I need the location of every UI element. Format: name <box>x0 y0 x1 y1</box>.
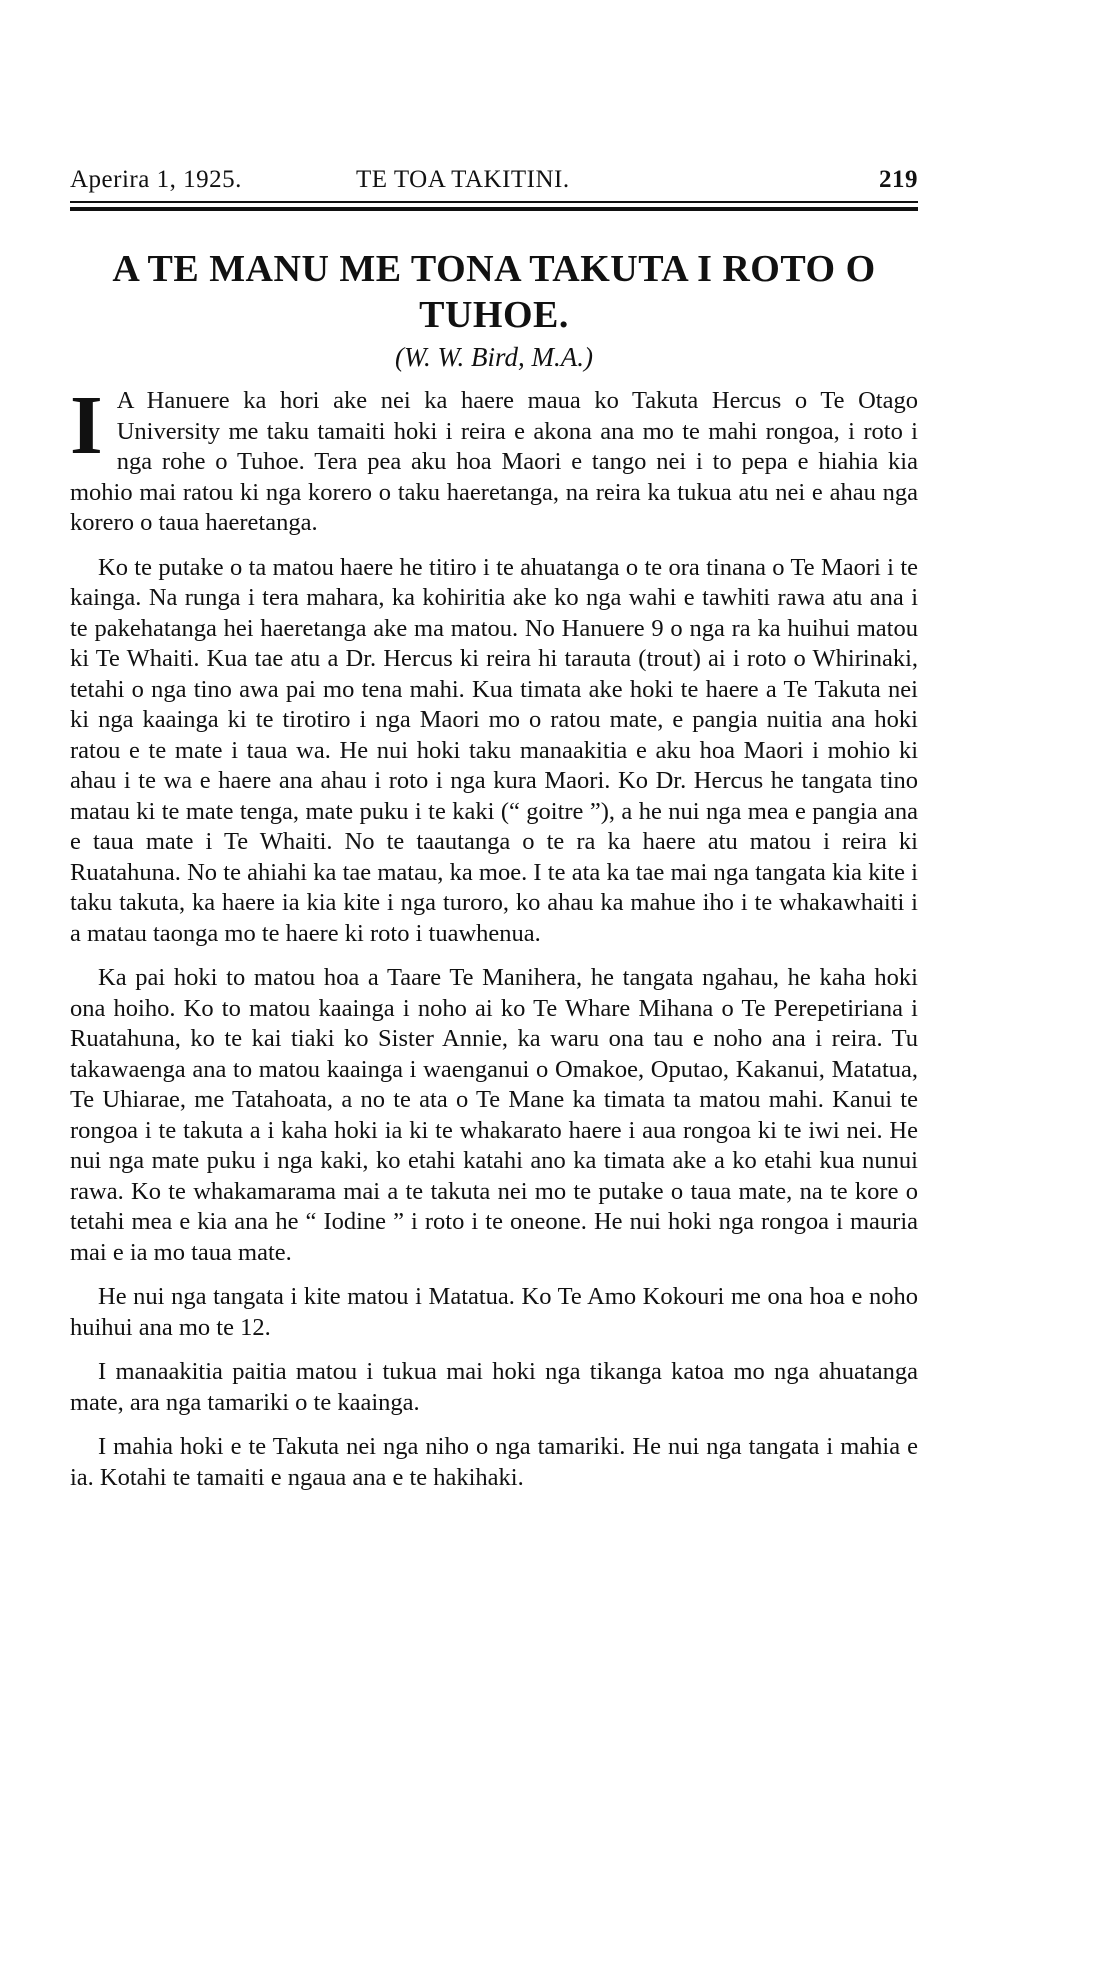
header-rule-thin <box>70 201 918 203</box>
paragraph-1-text: A Hanuere ka hori ake nei ka haere maua ko Takuta Hercus o Te Otago University me taku tamaiti hoki i reira e akona ana mo te mahi rongoa, i roto i nga rohe o Tuhoe. Tera pea aku hoa Maori e tango nei i to pepa e hiahia kia mohio mai ratou ki nga korero o taku haeretanga, na reira ka tukua atu nei e ahau nga korero o taua haeretanga. <box>70 387 918 536</box>
paragraph-3: Ka pai hoki to matou hoa a Taare Te Manihera, he tangata ngahau, he kaha hoki ona hoiho. Ko to matou kaainga i noho ai ko Te Whare Mihana o Te Perepetiriana i Ruatahuna, ko te kai tiaki ko Sister Annie, ka waru ona tau e noho ana i reira. Tu takawaenga ana to matou kaainga i waenganui o Omakoe, Oputao, Kakanui, Matatua, Te Uhiarae, me Tatahoata, a no te ata o Te Mane ka timata ta matou mahi. Kanui te rongoa i te takuta a i kaha hoki ia ki te whakarato haere i aua rongoa ki te iwi nei. He nui nga mate puku i nga kaki, ko etahi katahi ano ka timata ake a ko etahi kua nunui rawa. Ko te whakamarama mai a te takuta nei mo te putake o taua mate, na te kore o tetahi mea e kia ana he “ Iodine ” i roto i te oneone. He nui hoki nga rongoa i mauria mai e ia mo taua mate. <box>70 964 918 1266</box>
paragraph-1 <box>70 379 918 539</box>
drop-cap: I <box>70 379 103 472</box>
article-byline: (W. W. Bird, M.A.) <box>395 342 593 372</box>
paragraph-2: Ko te putake o ta matou haere he titiro i te ahuatanga o te ora tinana o Te Maori i te kainga. Na runga i tera mahara, ka kohiritia ake ko nga wahi e tawhiti rawa atu ana i te pakehatanga hei haeretanga ake ma matou. No Hanuere 9 o nga ra ka huihui matou ki Te Whaiti. Kua tae atu a Dr. Hercus ki reira hi tarauta (trout) ai i roto o Whirinaki, tetahi o nga tino awa pai mo tena mahi. Kua timata ake hoki te haere a Te Takuta nei ki nga kaainga ki te tirotiro i nga Maori mo o ratou mate, e pangia nuitia ana hoki ratou e te mate i taua wa. He nui hoki taku manaakitia e aku hoa Maori i mohio ki ahau i te wa e haere ana ahau i roto i nga kura Maori. Ko Dr. Hercus he tangata tino matau ki te mate tenga, mate puku i te kaki (“ goitre ”), a he nui nga mea e pangia ana e taua mate i Te Whaiti. No te taautanga o te ra ka haere atu matou i reira ki Ruatahuna. No te ahiahi ka tae matau, ka moe. I te ata ka tae mai nga tangata kia kite i taku takuta, ka haere ia kia kite i nga turoro, ko ahau ka mahue iho i te whakawhaiti i a matau taonga mo te haere ki roto i tuawhenua. <box>70 553 918 947</box>
header-page-number: 219 <box>879 166 918 193</box>
article-title <box>70 246 918 338</box>
paragraph-4: He nui nga tangata i kite matou i Matatua. Ko Te Amo Kokouri me ona hoa e noho huihui ana mo te 12. <box>70 1283 918 1341</box>
paragraph-6: I mahia hoki e te Takuta nei nga niho o nga tamariki. He nui nga tangata i mahia e ia. Kotahi te tamaiti e ngaua ana e te hakihaki. <box>70 1433 918 1491</box>
running-header <box>70 166 918 202</box>
header-date: Aperira 1, 1925. <box>70 166 242 193</box>
article-body <box>70 379 918 1507</box>
header-rule-thick <box>70 207 918 211</box>
article-title-line-2: TUHOE. <box>419 294 569 336</box>
article-title-line-1: A TE MANU ME TONA TAKUTA I ROTO O <box>112 248 876 290</box>
header-publication-title: TE TOA TAKITINI. <box>356 166 570 193</box>
paragraph-5: I manaakitia paitia matou i tukua mai hoki nga tikanga katoa mo nga ahuatanga mate, ara nga tamariki o te kaainga. <box>70 1358 918 1416</box>
